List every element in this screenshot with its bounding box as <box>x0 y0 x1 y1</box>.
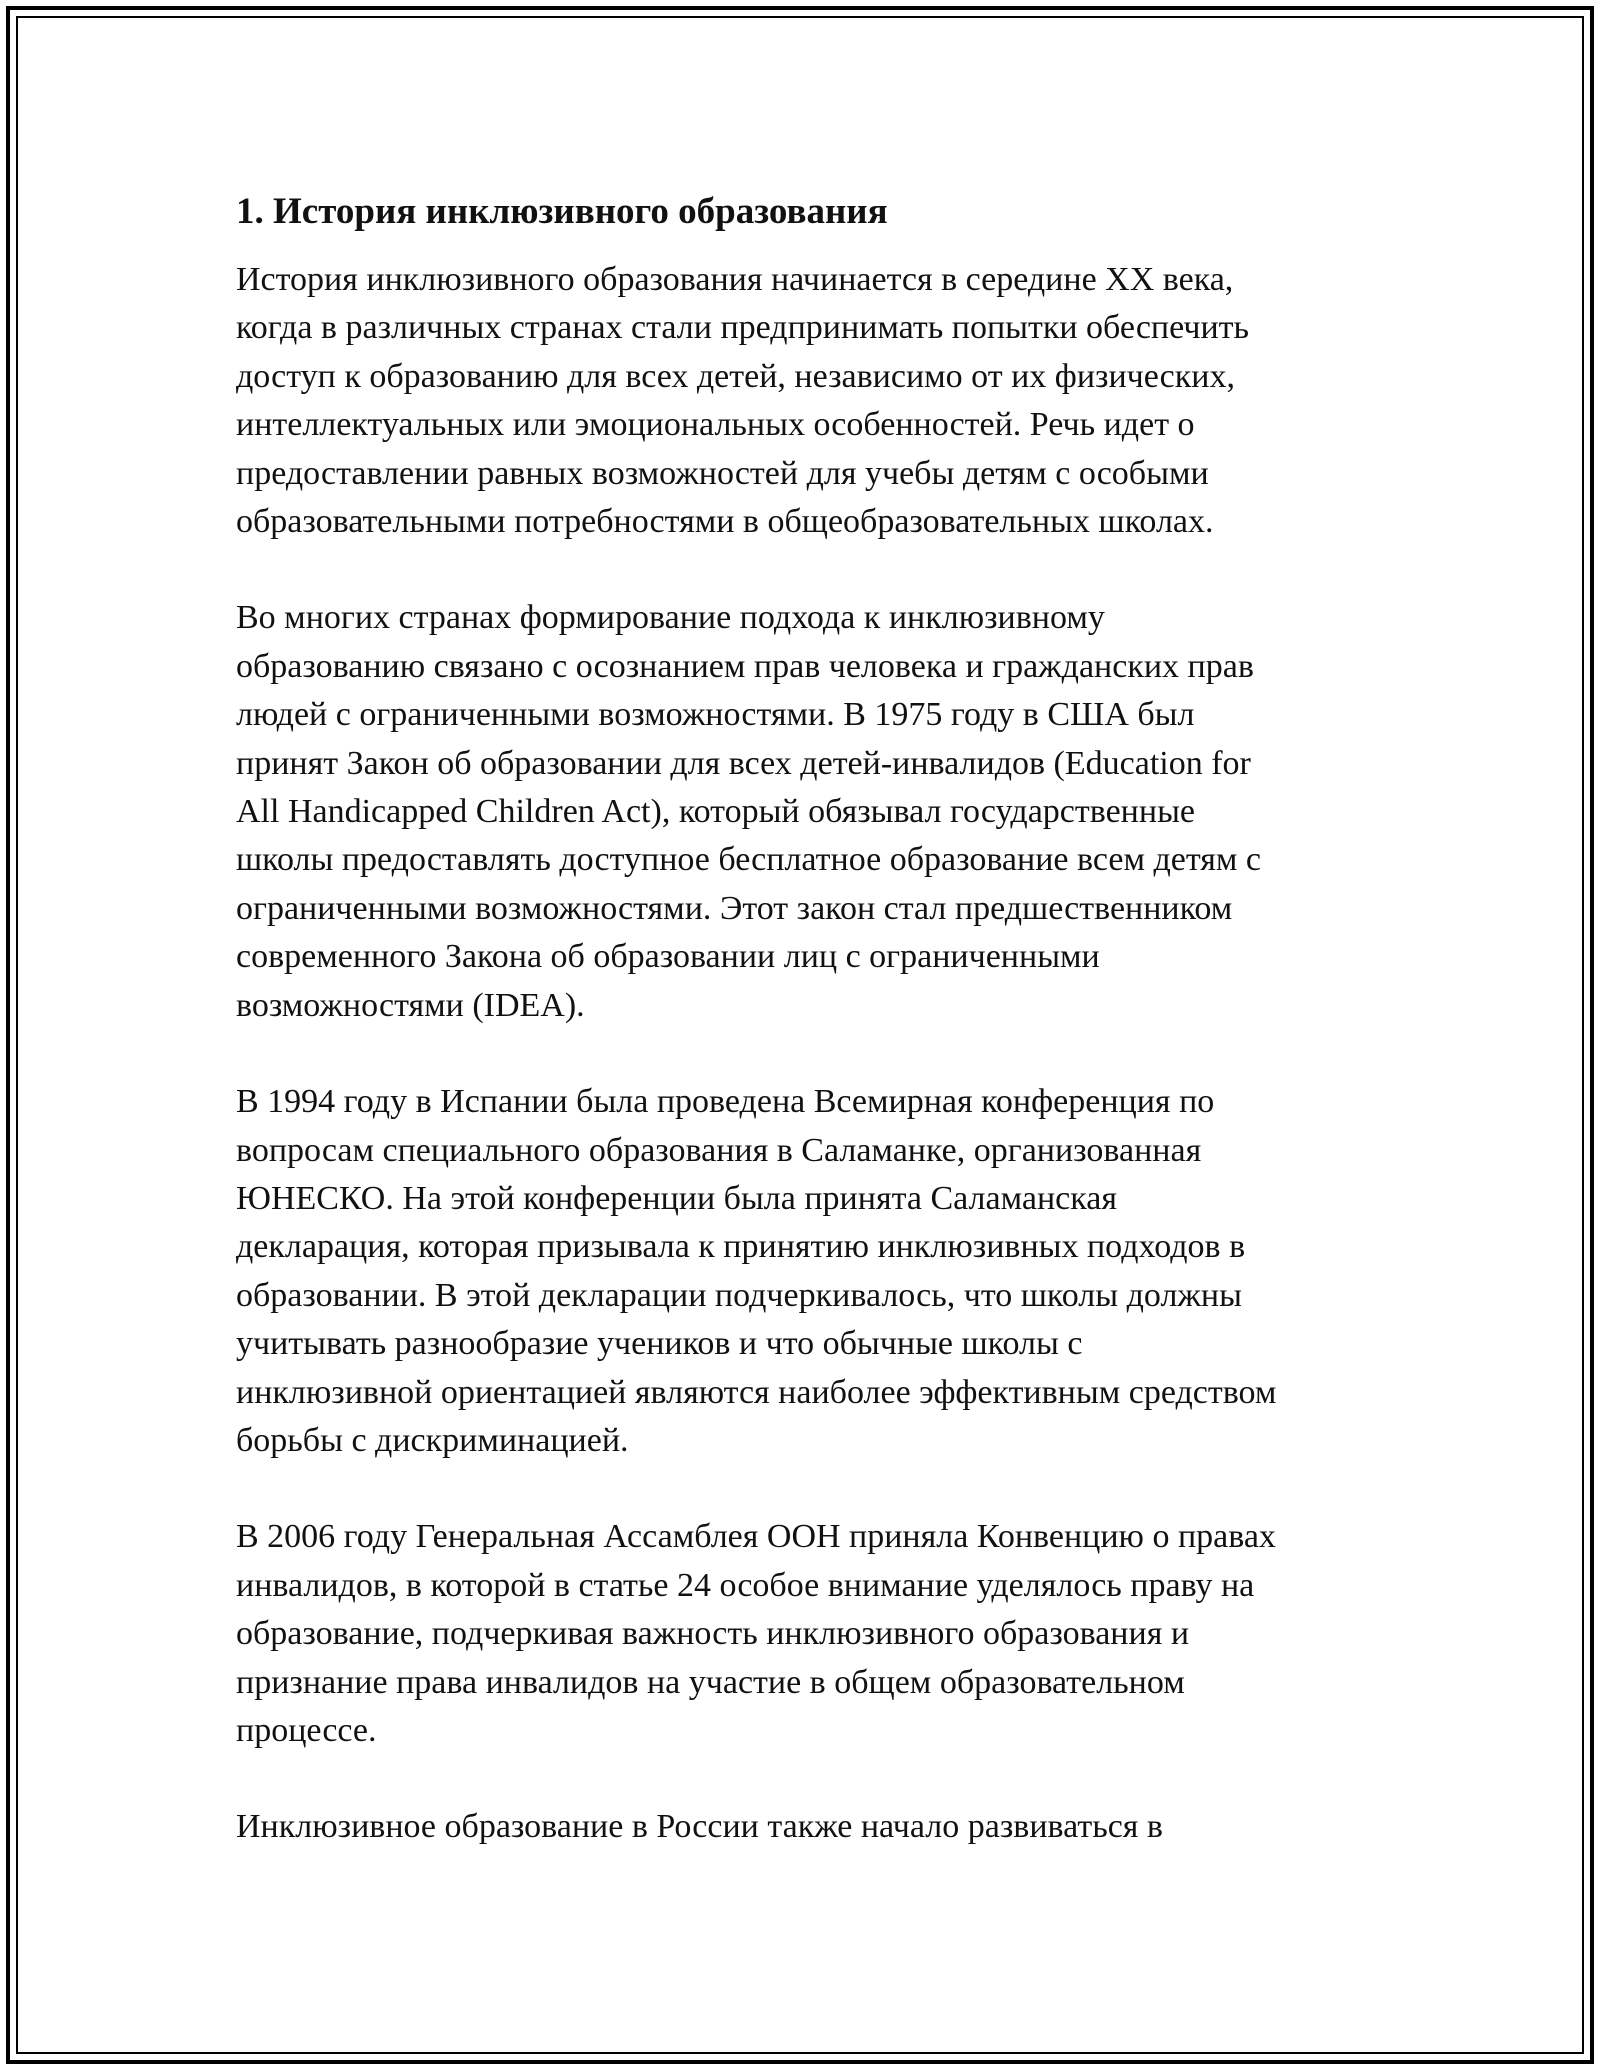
paragraph-4 <box>236 1513 1396 1755</box>
text-line: декларация, которая призывала к принятию инклюзивных подходов в <box>236 1228 1246 1266</box>
text-line: Во многих странах формирование подхода к инклюзивному <box>236 599 1105 637</box>
text-line: принят Закон об образовании для всех детей-инвалидов (Education for <box>236 744 1251 782</box>
text-line: школы предоставлять доступное бесплатное образование всем детям с <box>236 841 1262 879</box>
text-line: ЮНЕСКО. На этой конференции была принята Саламанская <box>236 1179 1117 1217</box>
text-line: История инклюзивного образования начинается в середине XX века, <box>236 261 1234 298</box>
text-line: признание права инвалидов на участие в общем образовательном <box>236 1663 1185 1701</box>
document-body <box>236 188 1396 1900</box>
text-line: образованию связано с осознанием прав человека и гражданских прав <box>236 647 1254 685</box>
text-line: образование, подчеркивая важность инклюзивного образования и <box>236 1615 1190 1653</box>
text-line: В 1994 году в Испании была проведена Всемирная конференция по <box>236 1083 1215 1121</box>
text-line: вопросам специального образования в Саламанке, организованная <box>236 1131 1202 1169</box>
paragraph-3 <box>236 1078 1396 1465</box>
text-line: процессе. <box>236 1711 377 1749</box>
section-heading: 1. История инклюзивного образования <box>236 191 888 232</box>
text-line: борьбы с дискриминацией. <box>236 1421 629 1459</box>
text-line: All Handicapped Children Act), который обязывал государственные <box>236 793 1196 831</box>
paragraph-5 <box>236 1803 1396 1851</box>
text-line: когда в различных странах стали предпринимать попытки обеспечить <box>236 309 1250 347</box>
text-line: В 2006 году Генеральная Ассамблея ООН приняла Конвенцию о правах <box>236 1518 1276 1556</box>
text-line: интеллектуальных или эмоциональных особенностей. Речь идет о <box>236 406 1195 444</box>
text-line: доступ к образованию для всех детей, независимо от их физических, <box>236 357 1235 395</box>
text-line: людей с ограниченными возможностями. В 1975 году в США был <box>236 696 1195 734</box>
text-line: ограниченными возможностями. Этот закон стал предшественником <box>236 889 1233 927</box>
paragraph-1 <box>236 256 1396 546</box>
paragraph-2 <box>236 594 1396 1030</box>
text-line: инклюзивной ориентацией являются наиболее эффективным средством <box>236 1373 1277 1411</box>
text-line: инвалидов, в которой в статье 24 особое внимание уделялось праву на <box>236 1566 1255 1604</box>
text-line: предоставлении равных возможностей для учебы детям с особыми <box>236 454 1209 492</box>
text-line: Инклюзивное образование в России также начало развиваться в <box>236 1808 1163 1846</box>
text-line: образовательными потребностями в общеобразовательных школах. <box>236 503 1214 541</box>
text-line: учитывать разнообразие учеников и что обычные школы с <box>236 1325 1083 1363</box>
text-line: возможностями (IDEA). <box>236 986 585 1024</box>
text-line: образовании. В этой декларации подчеркивалось, что школы должны <box>236 1276 1242 1314</box>
text-line: современного Закона об образовании лиц с ограниченными <box>236 938 1100 976</box>
